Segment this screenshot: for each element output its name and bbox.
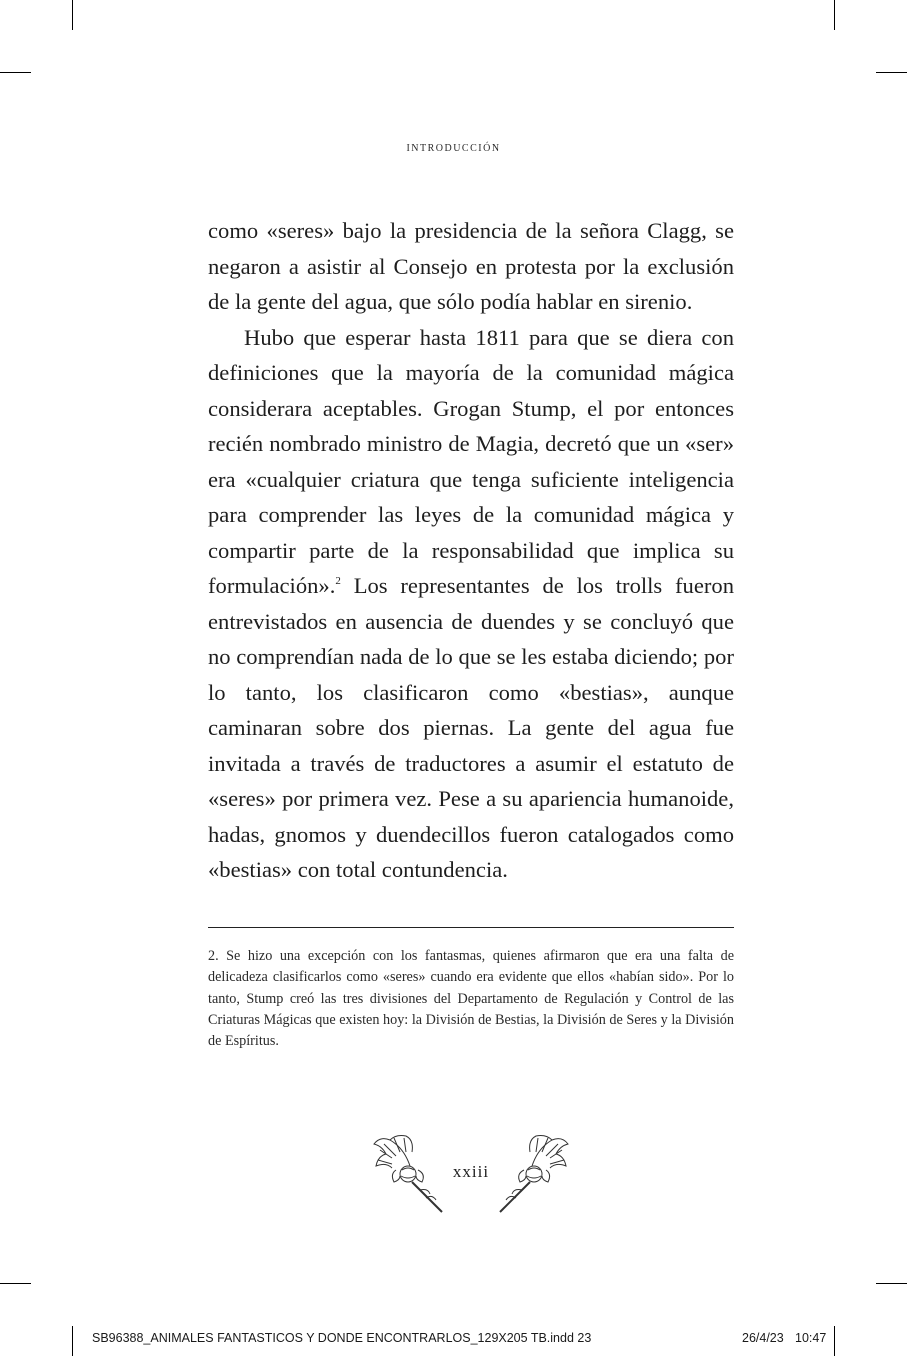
crop-mark-bottom-left xyxy=(72,1326,73,1356)
crop-mark-left-bottom xyxy=(0,1283,31,1284)
footnote-text: 2. Se hizo una excepción con los fantasmas, quienes afirmaron que era una falta de delicadeza clasificarlos como «seres» cuando era evidente que ellos «habían sido». Por lo tanto, Stump creó las tres divisiones del Departamento de Regulación y Control de las Criaturas Mágicas que existen hoy: la División de Bestias, la División de Seres y la División de Espíritus. xyxy=(208,948,734,1050)
crop-mark-left-top xyxy=(0,72,31,73)
paragraph: como «seres» bajo la presidencia de la señora Clagg, se negaron a asistir al Consejo en protesta por la exclusión de la gente del agua, que sólo podía hablar en sirenio. xyxy=(208,218,734,314)
paragraph xyxy=(208,320,734,888)
slug-time: 10:47 xyxy=(795,1331,827,1345)
crop-mark-bottom-right xyxy=(834,1326,835,1356)
crop-mark-top-left xyxy=(72,0,73,30)
page-number: xxiii xyxy=(452,1162,490,1181)
crop-mark-top-right xyxy=(834,0,835,30)
slug-file-info: SB96388_ANIMALES FANTASTICOS Y DONDE ENCONTRARLOS_129X205 TB.indd 23 xyxy=(92,1331,592,1345)
crop-mark-right-bottom xyxy=(876,1283,907,1284)
body-text xyxy=(208,213,734,888)
folio-area xyxy=(370,1130,576,1214)
slug-date: 26/4/23 xyxy=(742,1331,784,1345)
thistle-ornament-icon xyxy=(496,1130,572,1214)
paragraph-text: Hubo que esperar hasta 1811 para que se diera con definiciones que la mayoría de la comunidad mágica considerara aceptables. Grogan Stump, el por entonces recién nombrado ministro de Magia, decretó que un «ser» era «cualquier criatura que tenga suficiente inteligencia para comprender las leyes de la comunidad mágica y compartir parte de la responsabilidad que implica su formulación». xyxy=(208,324,734,598)
footnote xyxy=(208,946,734,1052)
footnote-rule xyxy=(208,927,734,928)
crop-mark-right-top xyxy=(876,72,907,73)
running-head: introducción xyxy=(406,140,501,155)
thistle-ornament-icon xyxy=(370,1130,446,1214)
footnote-reference[interactable]: 2 xyxy=(335,575,341,587)
paragraph-text: Los representantes de los trolls fueron entrevistados en ausencia de duendes y se concluyó que no comprendían nada de lo que se les estaba diciendo; por lo tanto, los clasificaron como «bestias», aunque caminaran sobre dos piernas. La gente del agua fue invitada a través de traductores a asumir el estatuto de «seres» por primera vez. Pese a su apariencia humanoide, hadas, gnomos y duendecillos fueron catalogados como «bestias» con total contundencia. xyxy=(208,573,734,882)
